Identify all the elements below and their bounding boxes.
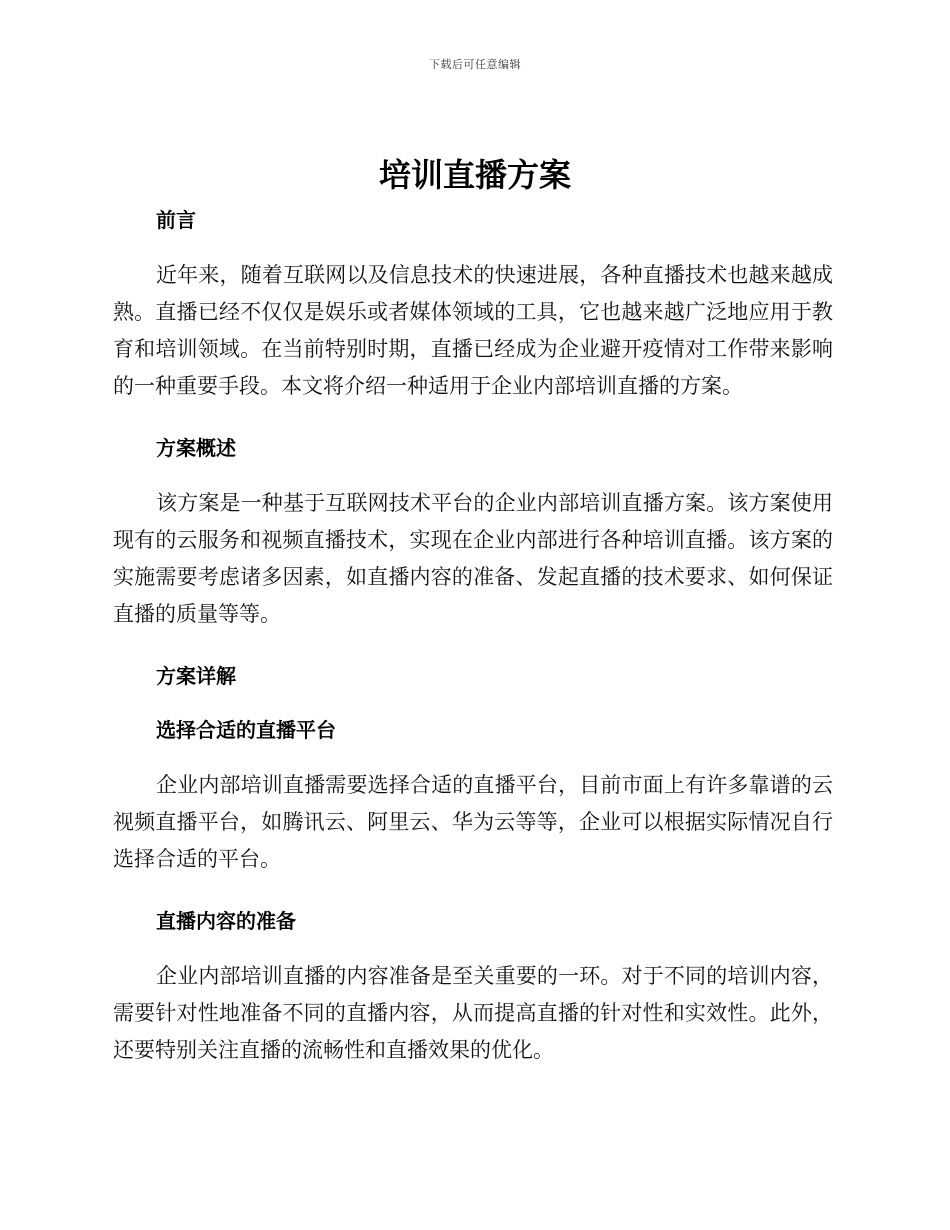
- section-heading-platform: 选择合适的直播平台: [156, 718, 336, 742]
- section-heading-preface: 前言: [156, 208, 196, 232]
- header-note: 下载后可任意编辑: [429, 58, 521, 71]
- document-body: [113, 205, 833, 1069]
- section-paragraph-content-prep: 企业内部培训直播的内容准备是至关重要的一环。对于不同的培训内容，需要针对性地准备不同的直播内容，从而提高直播的针对性和实效性。此外，还要特别关注直播的流畅性和直播效果的优化。: [113, 964, 833, 1062]
- section-paragraph-platform: 企业内部培训直播需要选择合适的直播平台，目前市面上有许多靠谱的云视频直播平台，如腾讯云、阿里云、华为云等等，企业可以根据实际情况自行选择合适的平台。: [113, 773, 833, 871]
- section-paragraph-overview: 该方案是一种基于互联网技术平台的企业内部培训直播方案。该方案使用现有的云服务和视频直播技术，实现在企业内部进行各种培训直播。该方案的实施需要考虑诸多因素，如直播内容的准备、发起直播的技术要求、如何保证直播的质量等等。: [113, 491, 833, 626]
- section-heading-content-prep: 直播内容的准备: [156, 909, 296, 933]
- section-heading-details: 方案详解: [156, 664, 236, 688]
- section-heading-overview: 方案概述: [156, 436, 236, 460]
- section-paragraph-preface: 近年来，随着互联网以及信息技术的快速进展，各种直播技术也越来越成熟。直播已经不仅仅是娱乐或者媒体领域的工具，它也越来越广泛地应用于教育和培训领域。在当前特别时期，直播已经成为企业避开疫情对工作带来影响的一种重要手段。本文将介绍一种适用于企业内部培训直播的方案。: [113, 263, 833, 398]
- document-title: 培训直播方案: [378, 156, 571, 194]
